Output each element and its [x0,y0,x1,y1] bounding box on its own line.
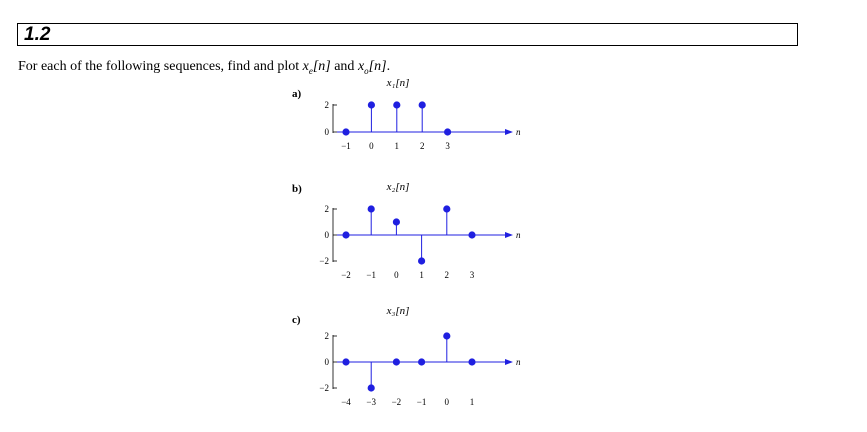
plot2-marker [468,231,475,238]
plot1-x-tick-label: 1 [394,141,400,151]
part-a-label: a) [292,88,302,100]
plot1-y-tick-label: 2 [324,100,329,110]
plot1-x-tick-label: 2 [419,141,425,151]
plot2-y-tick-label: 0 [324,230,329,240]
plot2-marker [393,218,400,225]
problem-number: 1.2 [24,24,51,45]
plot1-marker [444,128,451,135]
plot2-marker [368,205,375,212]
plot3-y-tick-label: 2 [324,331,329,341]
plot2-x-tick-label: 0 [394,270,399,280]
plot1-title: x₁[n] [386,77,410,89]
plot2-marker [418,257,425,264]
plot2-x-axis-label: n [516,230,521,240]
plot2-x-tick-label: 3 [469,270,475,280]
plot1-x-tick-label: 0 [369,141,374,151]
plot2-title: x₂[n] [386,181,410,193]
plot3-y-tick-label: −2 [319,383,329,393]
plot3-marker [368,384,375,391]
plot3-x-tick-label: 0 [444,397,450,407]
plot2-y-tick-label: −2 [319,256,329,266]
plot1-y-tick-label: 0 [324,127,329,137]
plot1-marker [368,101,375,108]
plot1-marker [342,128,349,135]
plot2-x-tick-label: 2 [444,270,450,280]
plot2-marker [342,231,349,238]
prompt-and: and [330,59,358,74]
plot2-marker [443,205,450,212]
prompt-end: . [386,59,391,74]
plot2-x-tick-label: −2 [341,270,351,280]
plot3-marker [393,358,400,365]
xe-symbol: $x_e[n]$ [302,59,331,76]
part-c-label: c) [292,314,301,326]
plot2-x-tick-label: 1 [419,270,424,280]
plot1-x-axis-label: n [516,127,521,137]
plot3-x-tick-label: 1 [469,397,475,407]
plot3-x-axis-arrow [505,359,513,365]
plot3-x-tick-label: −4 [341,397,351,407]
plot1-x-tick-label: 3 [445,141,450,151]
plot3-x-axis-label: n [516,357,521,367]
plot1-x-axis-arrow [505,129,513,135]
plot3-marker [443,332,450,339]
plot2-x-axis-arrow [505,232,513,238]
plot3-x-tick-label: −2 [391,397,402,407]
plot3-y-tick-label: 0 [324,357,329,367]
plot1-marker [419,101,426,108]
plot1-x-tick-label: −1 [341,141,351,151]
plot3-marker [418,358,425,365]
plot2-x-tick-label: −1 [366,270,376,280]
part-b-label: b) [292,183,302,195]
plot2-y-tick-label: 2 [324,204,329,214]
plot3-marker [342,358,349,365]
plot1-marker [393,101,400,108]
plot3-x-tick-label: −1 [416,397,427,407]
plot3-marker [468,358,475,365]
prompt-text-start: For each of the following sequences, find and plot [18,59,303,74]
plot3-x-tick-label: −3 [366,397,376,407]
xo-symbol: $x_o[n]$ [357,59,387,76]
plot3-title: x₃[n] [386,305,410,317]
